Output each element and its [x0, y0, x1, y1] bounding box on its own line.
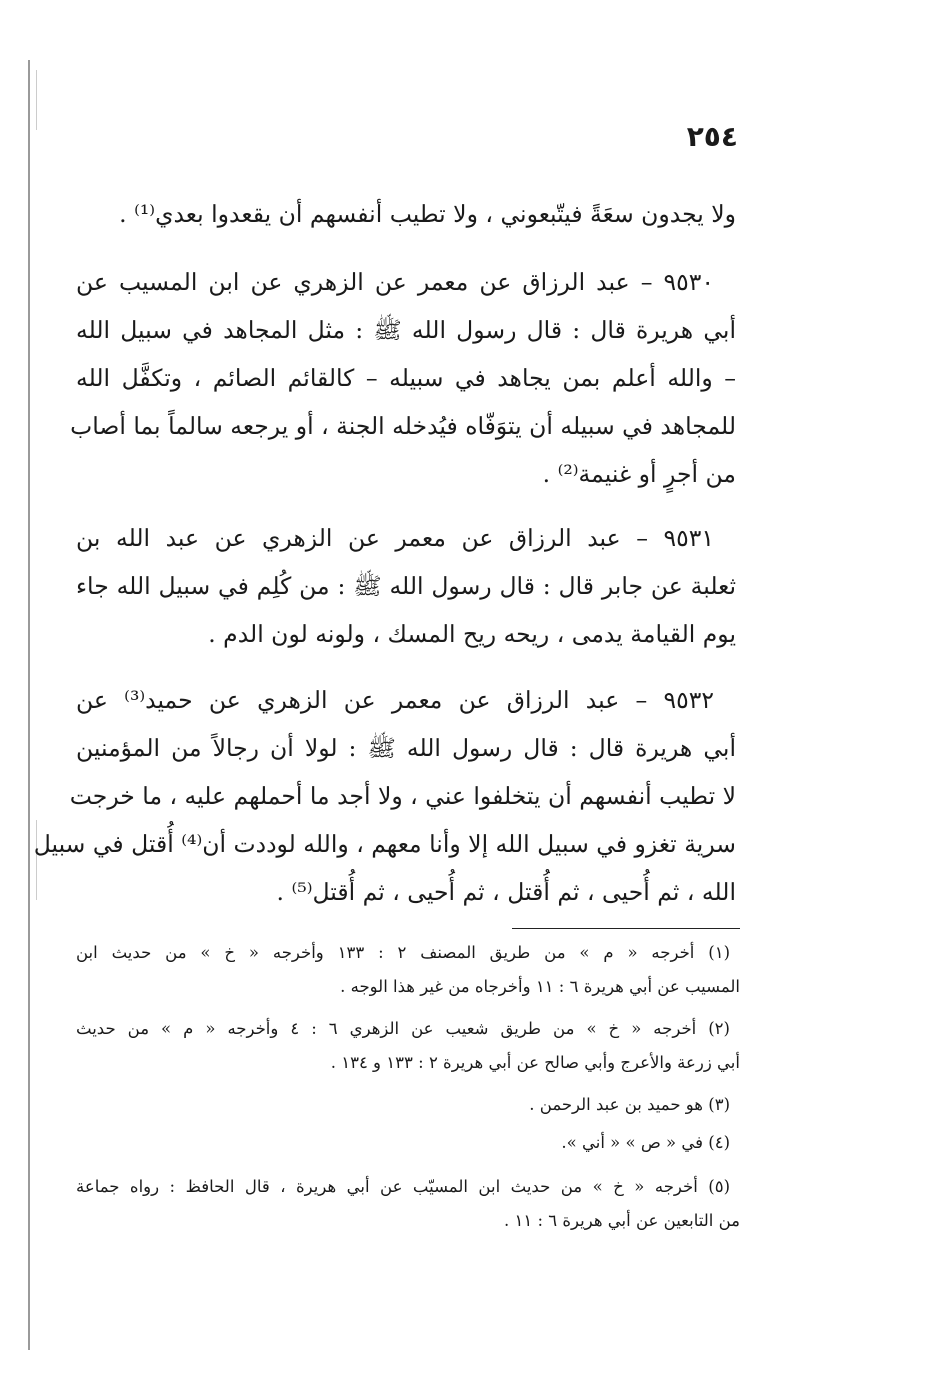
footnote-divider	[512, 928, 740, 929]
text-line: أبي هريرة قال : قال رسول الله ﷺ : مثل المجاهد في سبيل الله	[76, 316, 736, 344]
text-line: – والله أعلم بمن يجاهد في سبيله – كالقائم الصائم ، وتكفَّل الله	[76, 364, 736, 392]
footnote-1-line: (١) أخرجه « م » من طريق المصنف ٢ : ١٣٣ وأخرجه « خ » من حديث ابن	[76, 943, 730, 962]
text-line: ولا يجدون سعَةً فيتّبعوني ، ولا تطيب أنفسهم أن يقعدوا بعدي⁽¹⁾ .	[119, 200, 736, 228]
text-line: ٩٥٣٠ – عبد الرزاق عن معمر عن الزهري عن ابن المسيب عن	[76, 268, 714, 296]
text-line: سرية تغزو في سبيل الله إلا وأنا معهم ، والله لوددت أن⁽⁴⁾ أُقتل في سبيل	[33, 830, 736, 858]
text-line: ثعلبة عن جابر قال : قال رسول الله ﷺ : من كُلِم في سبيل الله جاء	[76, 572, 736, 600]
text-line: لا تطيب أنفسهم أن يتخلفوا عني ، ولا أجد ما أحملهم عليه ، ما خرجت	[69, 782, 736, 810]
footnote-3-line: (٣) هو حميد بن عبد الرحمن .	[529, 1095, 730, 1114]
footnote-5-line: من التابعين عن أبي هريرة ٦ : ١١ .	[504, 1211, 740, 1230]
footnote-2-line: (٢) أخرجه « خ » من طريق شعيب عن الزهري ٦ : ٤ وأخرجه « م » من حديث	[76, 1019, 730, 1038]
page-number: ٢٥٤	[686, 120, 738, 153]
text-line: ٩٥٣١ – عبد الرزاق عن معمر عن الزهري عن عبد الله بن	[76, 524, 714, 552]
footnote-1-line: المسيب عن أبي هريرة ٦ : ١١ وأخرجاه من غير هذا الوجه .	[340, 977, 740, 996]
footnote-5-line: (٥) أخرجه « خ » من حديث ابن المسيّب عن أبي هريرة ، قال الحافظ : رواه جماعة	[76, 1177, 730, 1196]
text-line: من أجرٍ أو غنيمة⁽²⁾ .	[542, 460, 736, 488]
text-line: ٩٥٣٢ – عبد الرزاق عن معمر عن الزهري عن حميد⁽³⁾ عن	[76, 686, 714, 714]
text-line: يوم القيامة يدمى ، ريحه ريح المسك ، ولونه لون الدم .	[208, 620, 736, 648]
text-line: الله ، ثم أُحيى ، ثم أُقتل ، ثم أُحيى ، ثم أُقتل⁽⁵⁾ .	[276, 878, 736, 906]
scan-edge-line	[36, 70, 37, 130]
footnote-2-line: أبي زرعة والأعرج وأبي صالح عن أبي هريرة ٢ : ١٣٣ و ١٣٤ .	[330, 1053, 740, 1072]
scan-edge-line	[28, 60, 30, 1350]
text-line: أبي هريرة قال : قال رسول الله ﷺ : لولا أن رجالاً من المؤمنين	[76, 734, 736, 762]
footnote-4-line: (٤) في « ص » « أني ».	[561, 1133, 730, 1152]
text-line: للمجاهد في سبيله أن يتوَفّاه فيُدخله الجنة ، أو يرجعه سالماً بما أصاب	[70, 412, 736, 440]
